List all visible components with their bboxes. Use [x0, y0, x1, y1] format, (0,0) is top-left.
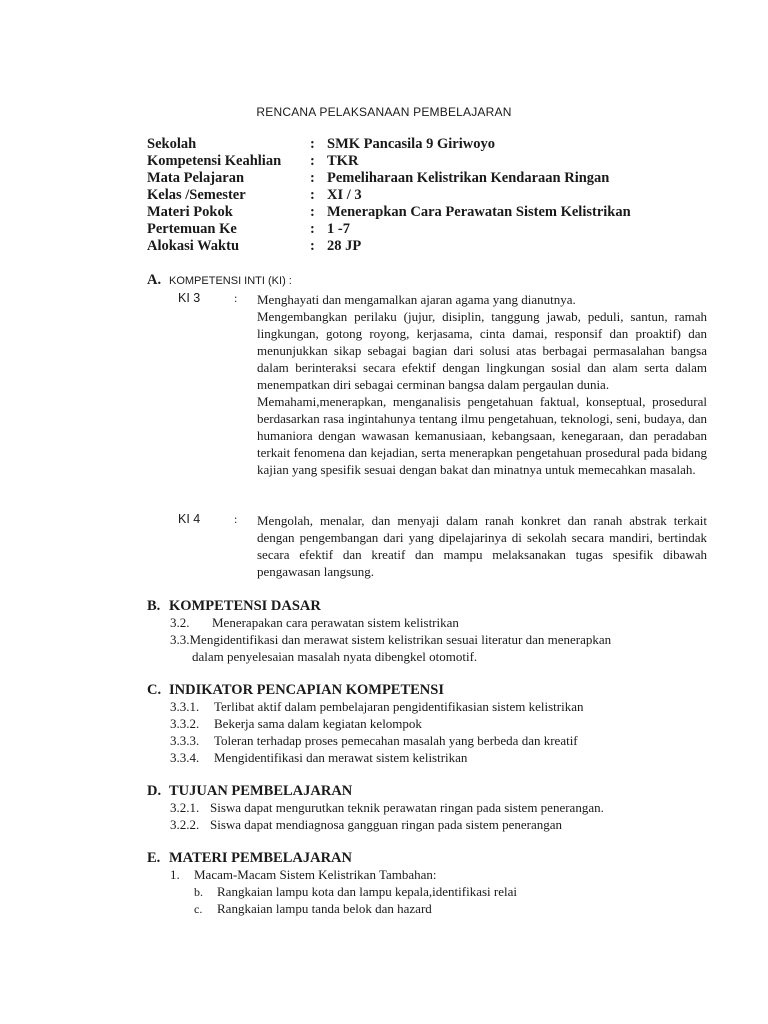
- item-number: 3.2.1.: [170, 800, 200, 815]
- ki-paragraph: Memahami,menerapkan, menganalisis pengetahuan faktual, konseptual, prosedural berdasarkan rasa ingintahunya tentang ilmu pengetahuan, teknologi, seni, budaya, dan humaniora dengan wawasan kemanusiaan, kebangsaan, kenegaraan, dan peradaban terkait fenomena dan kejadian, serta menerapkan pengetahuan prosedural pada bidang kajian yang spesifik sesuai dengan bakat dan minatnya untuk memecahkan masalah.: [257, 394, 707, 477]
- identity-value: SMK Pancasila 9 Giriwoyo: [327, 136, 495, 152]
- identity-value: Pemeliharaan Kelistrikan Kendaraan Ringan: [327, 170, 610, 186]
- identity-row: [147, 170, 631, 187]
- section-b-heading: [147, 598, 321, 615]
- identity-row: [147, 204, 631, 221]
- list-item: [170, 632, 611, 648]
- item-letter: c.: [194, 902, 203, 916]
- section-letter: A.: [147, 272, 162, 288]
- identity-row: [147, 153, 631, 170]
- section-title: INDIKATOR PENCAPIAN KOMPETENSI: [169, 682, 444, 698]
- item-text: Mengidentifikasi dan merawat sistem kelistrikan sesuai literatur dan menerapkan: [189, 632, 612, 647]
- item-text: Siswa dapat mengurutkan teknik perawatan ringan pada sistem penerangan.: [210, 800, 604, 815]
- identity-row: [147, 238, 631, 255]
- section-e-heading: [147, 850, 352, 867]
- section-a-heading: [147, 272, 292, 289]
- identity-row: [147, 136, 631, 153]
- ki-colon: :: [234, 291, 238, 305]
- section-letter: D.: [147, 783, 162, 799]
- identity-value: 28 JP: [327, 238, 362, 254]
- identity-label: Materi Pokok: [147, 204, 233, 220]
- identity-colon: :: [310, 238, 315, 254]
- section-title: MATERI PEMBELAJARAN: [169, 850, 352, 866]
- page-title: RENCANA PELAKSANAAN PEMBELAJARAN: [256, 105, 512, 119]
- ki4-text: [257, 512, 707, 580]
- item-number: 3.2.: [170, 615, 190, 630]
- identity-value: TKR: [327, 153, 359, 169]
- ki-label: KI 3: [178, 291, 201, 305]
- item-number: 3.3.3.: [170, 733, 200, 748]
- identity-label: Pertemuan Ke: [147, 221, 237, 237]
- item-text: Terlibat aktif dalam pembelajaran pengidentifikasian sistem kelistrikan: [214, 699, 584, 714]
- list-item-continuation: dalam penyelesaian masalah nyata dibengkel otomotif.: [192, 649, 478, 664]
- identity-row: [147, 221, 631, 238]
- identity-colon: :: [310, 204, 315, 220]
- item-number: 3.3.1.: [170, 699, 200, 714]
- ki-paragraph: Menghayati dan mengamalkan ajaran agama yang dianutnya.: [257, 292, 576, 307]
- identity-label: Kelas /Semester: [147, 187, 246, 203]
- list-item: [170, 733, 578, 749]
- ki-colon: :: [234, 512, 238, 526]
- item-text: Macam-Macam Sistem Kelistrikan Tambahan:: [194, 867, 437, 882]
- sub-list-item: [194, 884, 517, 900]
- identity-value: Menerapkan Cara Perawatan Sistem Kelistrikan: [327, 204, 631, 220]
- item-number: 3.3.: [170, 632, 190, 647]
- ki-paragraph: Mengembangkan perilaku (jujur, disiplin, tanggung jawab, peduli, santun, ramah lingkungan, gotong royong, kerjasama, cinta damai, responsif dan proaktif) dan menunjukkan sikap sebagai bagian dari solusi atas berbagai permasalahan bangsa dalam berinteraksi secara efektif dengan lingkungan sosial dan alam serta dalam menempatkan diri sebagai cerminan bangsa dalam pergaulan dunia.: [257, 309, 707, 392]
- section-title: KOMPETENSI DASAR: [169, 598, 321, 614]
- list-item: [170, 615, 459, 631]
- identity-table: [147, 136, 631, 255]
- item-text: Siswa dapat mendiagnosa gangguan ringan pada sistem penerangan: [210, 817, 562, 832]
- ki-paragraph: Mengolah, menalar, dan menyaji dalam ranah konkret dan ranah abstrak terkait dengan pengembangan dari yang dipelajarinya di sekolah secara mandiri, bertindak secara efektif dan kreatif dan mampu melaksanakan tugas spesifik dibawah pengawasan langsung.: [257, 513, 707, 579]
- ki3-text: [257, 291, 707, 478]
- item-text: Rangkaian lampu tanda belok dan hazard: [217, 901, 432, 916]
- list-item: [170, 800, 604, 816]
- identity-label: Mata Pelajaran: [147, 170, 245, 186]
- list-item: [170, 817, 562, 833]
- list-item: [170, 699, 583, 715]
- list-item: [170, 867, 437, 883]
- section-title: KOMPETENSI INTI (KI) :: [169, 275, 292, 287]
- identity-value: XI / 3: [327, 187, 362, 203]
- item-number: 3.2.2.: [170, 817, 200, 832]
- section-letter: C.: [147, 682, 162, 698]
- section-d-heading: [147, 783, 352, 800]
- item-text: Bekerja sama dalam kegiatan kelompok: [214, 716, 422, 731]
- identity-colon: :: [310, 170, 315, 186]
- item-number: 1.: [170, 867, 180, 882]
- list-item: [170, 750, 467, 766]
- identity-colon: :: [310, 187, 315, 203]
- identity-label: Kompetensi Keahlian: [147, 153, 282, 169]
- identity-row: [147, 187, 631, 204]
- ki-label: KI 4: [178, 512, 201, 526]
- item-text: Rangkaian lampu kota dan lampu kepala,identifikasi relai: [217, 884, 517, 899]
- item-number: 3.3.2.: [170, 716, 200, 731]
- section-letter: E.: [147, 850, 161, 866]
- identity-colon: :: [310, 153, 315, 169]
- section-letter: B.: [147, 598, 161, 614]
- item-letter: b.: [194, 885, 203, 899]
- list-item: [170, 716, 422, 732]
- identity-label: Sekolah: [147, 136, 197, 152]
- identity-label: Alokasi Waktu: [147, 238, 240, 254]
- section-c-heading: [147, 682, 444, 699]
- section-title: TUJUAN PEMBELAJARAN: [169, 783, 353, 799]
- item-text: Toleran terhadap proses pemecahan masalah yang berbeda dan kreatif: [214, 733, 578, 748]
- item-text: Menerapakan cara perawatan sistem kelistrikan: [212, 615, 459, 630]
- item-number: 3.3.4.: [170, 750, 200, 765]
- item-text: Mengidentifikasi dan merawat sistem kelistrikan: [214, 750, 468, 765]
- identity-value: 1 -7: [327, 221, 350, 237]
- identity-colon: :: [310, 221, 315, 237]
- identity-colon: :: [310, 136, 315, 152]
- sub-list-item: [194, 901, 432, 917]
